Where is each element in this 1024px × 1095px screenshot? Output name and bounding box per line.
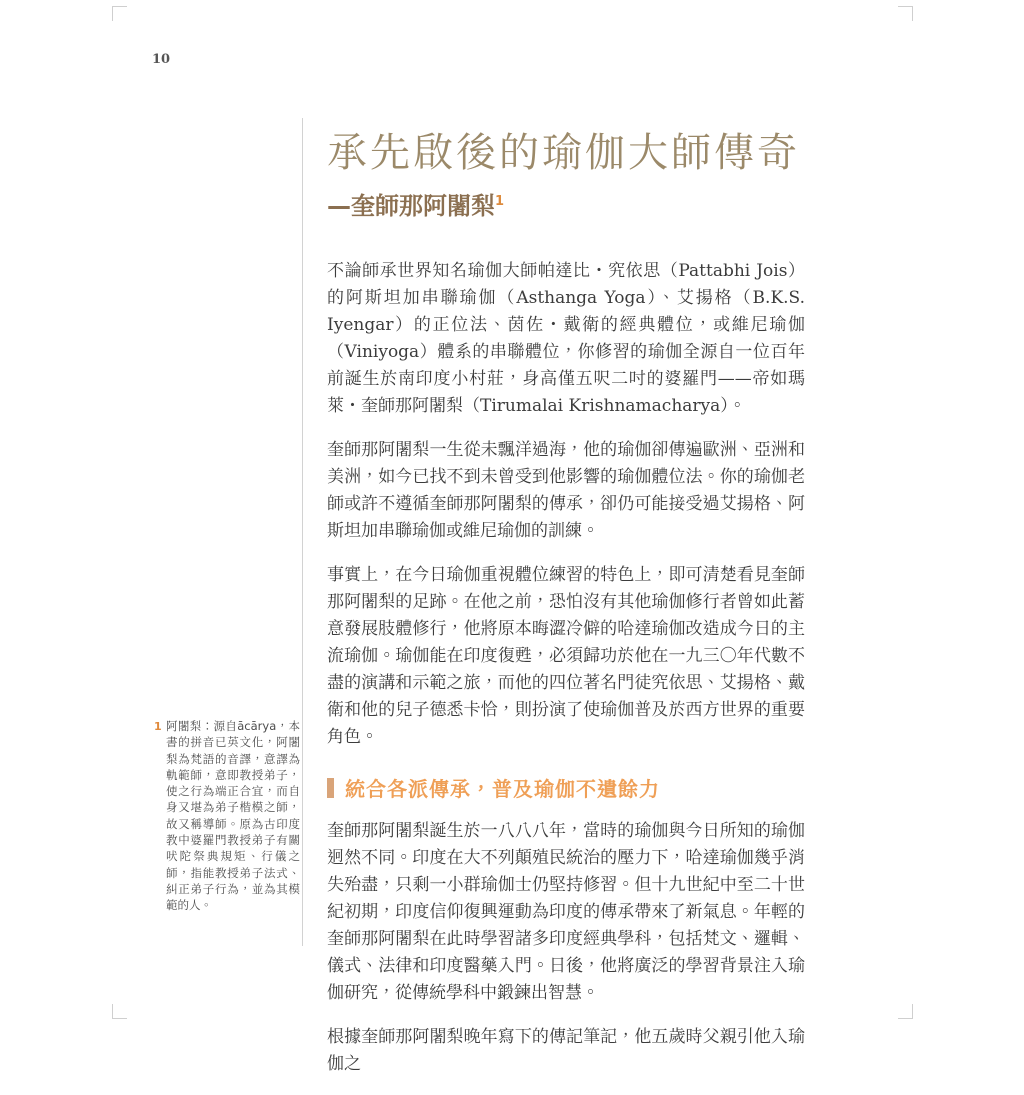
section-heading <box>327 773 805 802</box>
margin-footnote <box>154 718 300 914</box>
subtitle-text: —奎師那阿闍梨 <box>327 192 495 220</box>
paragraph: 事實上，在今日瑜伽重視體位練習的特色上，即可清楚看見奎師那阿闍梨的足跡。在他之前，恐怕沒有其他瑜伽修行者曾如此蓄意發展肢體修行，他將原本晦澀冷僻的哈達瑜伽改造成今日的主流瑜伽。瑜伽能在印度復甦，必須歸功於他在一九三〇年代數不盡的演講和示範之旅，而他的四位著名門徒究依思、艾揚格、戴衛和他的兒子德悉卡恰，則扮演了使瑜伽普及於西方世界的重要角色。 <box>327 565 805 747</box>
page-corner-mark <box>112 6 127 21</box>
paragraph: 根據奎師那阿闍梨晚年寫下的傳記筆記，他五歲時父親引他入瑜伽之 <box>327 1027 805 1074</box>
chapter-subtitle <box>327 190 805 222</box>
page-corner-mark <box>898 1004 913 1019</box>
section-heading-label: 統合各派傳承，普及瑜伽不遺餘力 <box>345 777 660 801</box>
chapter-title: 承先啟後的瑜伽大師傳奇 <box>327 130 800 176</box>
page-corner-mark <box>898 6 913 21</box>
footnote-reference-mark: 1 <box>495 194 505 209</box>
footnote-number: 1 <box>154 720 162 733</box>
footnote-text: 阿闍梨：源自ācārya，本書的拼音已英文化，阿闍梨為梵語的音譯，意譯為軌範師，意即教授弟子，使之行為端正合宜，而自身又堪為弟子楷模之師，故又稱導師。原為古印度教中婆羅門教授弟子有關吠陀祭典規矩、行儀之師，指能教授弟子法式、糾正弟子行為，並為其模範的人。 <box>166 719 300 913</box>
page-corner-mark <box>112 1004 127 1019</box>
paragraph: 奎師那阿闍梨誕生於一八八八年，當時的瑜伽與今日所知的瑜伽迥然不同。印度在大不列顛殖民統治的壓力下，哈達瑜伽幾乎消失殆盡，只剩一小群瑜伽士仍堅持修習。但十九世紀中至二十世紀初期，印度信仰復興運動為印度的傳承帶來了新氣息。年輕的奎師那阿闍梨在此時學習諸多印度經典學科，包括梵文、邏輯、儀式、法律和印度醫藥入門。日後，他將廣泛的學習背景注入瑜伽研究，從傳統學科中鍛鍊出智慧。 <box>327 821 805 1003</box>
sidebar-divider-line <box>302 118 303 946</box>
paragraph: 奎師那阿闍梨一生從未飄洋過海，他的瑜伽卻傳遍歐洲、亞洲和美洲，如今已找不到未曾受到他影響的瑜伽體位法。你的瑜伽老師或許不遵循奎師那阿闍梨的傳承，卻仍可能接受過艾揚格、阿斯坦加串聯瑜伽或維尼瑜伽的訓練。 <box>327 440 805 541</box>
page-number: 10 <box>152 52 171 67</box>
body-text <box>327 258 805 1078</box>
paragraph: 不論師承世界知名瑜伽大師帕達比・究依思（Pattabhi Jois）的阿斯坦加串聯瑜伽（Asthanga Yoga）、艾揚格（B.K.S. Iyengar）的正位法、茵佐・戴衛的經典體位，或維尼瑜伽（Viniyoga）體系的串聯體位，你修習的瑜伽全源自一位百年前誕生於南印度小村莊，身高僅五呎二吋的婆羅門——帝如瑪萊・奎師那阿闍梨（Tirumalai Krishnamacharya）。 <box>327 261 805 416</box>
main-column <box>327 126 805 1095</box>
section-heading-bar-icon <box>327 778 334 798</box>
